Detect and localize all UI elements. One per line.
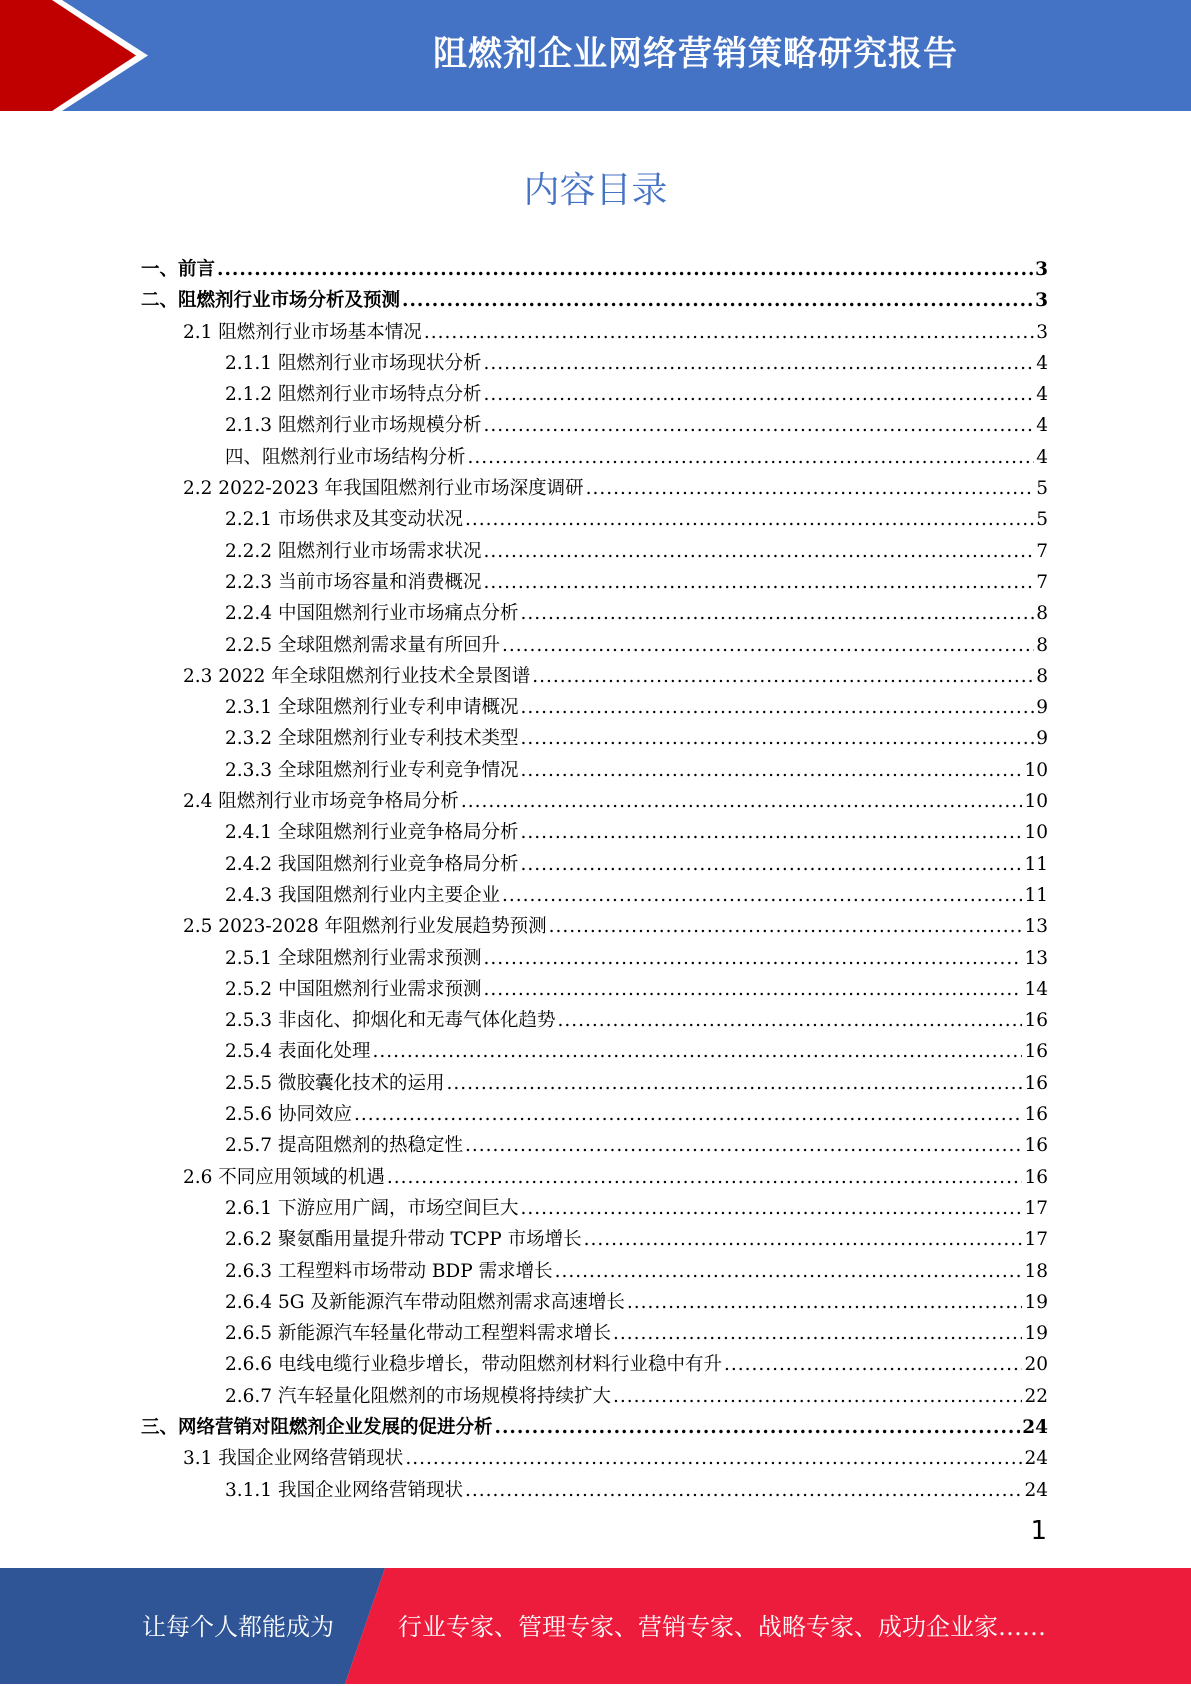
toc-entry-label: 2.6.6 电线电缆行业稳步增长，带动阻燃剂材料行业稳中有升 xyxy=(225,1354,722,1376)
toc-entry-label: 2.1.1 阻燃剂行业市场现状分析 xyxy=(225,352,482,374)
toc-dot-leader xyxy=(520,755,1022,786)
toc-entry-page: 3 xyxy=(1035,259,1048,280)
toc-dot-leader xyxy=(555,1256,1023,1287)
toc-entry-label: 三、网络营销对阻燃剂企业发展的促进分析 xyxy=(141,1416,493,1438)
toc-entry-label: 2.3 2022 年全球阻燃剂行业技术全景图谱 xyxy=(183,665,531,687)
toc-entry-label: 2.5.4 表面化处理 xyxy=(225,1041,371,1063)
toc-entry-label: 2.1.2 阻燃剂行业市场特点分析 xyxy=(225,384,482,406)
toc-entry-page: 18 xyxy=(1024,1260,1048,1282)
toc-entry[interactable] xyxy=(141,1318,1048,1349)
toc-dot-leader xyxy=(584,1224,1023,1255)
table-of-contents xyxy=(141,254,1048,1506)
toc-entry-label: 3.1.1 我国企业网络营销现状 xyxy=(225,1479,463,1501)
toc-entry-label: 2.5.1 全球阻燃剂行业需求预测 xyxy=(225,947,482,969)
toc-entry[interactable] xyxy=(141,317,1048,348)
header-banner xyxy=(0,0,1191,111)
toc-entry-page: 3 xyxy=(1036,321,1048,343)
toc-dot-leader xyxy=(520,723,1034,754)
toc-entry-page: 4 xyxy=(1036,446,1048,468)
toc-dot-leader xyxy=(483,974,1022,1005)
toc-dot-leader xyxy=(520,1193,1022,1224)
toc-dot-leader xyxy=(446,1068,1022,1099)
toc-entry-label: 2.3.2 全球阻燃剂行业专利技术类型 xyxy=(225,728,519,750)
toc-entry-page: 10 xyxy=(1024,822,1048,844)
toc-entry-page: 9 xyxy=(1036,697,1048,719)
toc-dot-leader xyxy=(502,880,1022,911)
toc-entry-page: 19 xyxy=(1024,1323,1048,1345)
toc-entry-label: 2.5.7 提高阻燃剂的热稳定性 xyxy=(225,1135,463,1157)
toc-entry-label: 2.2.5 全球阻燃剂需求量有所回升 xyxy=(225,634,500,656)
toc-dot-leader xyxy=(483,348,1034,379)
toc-entry[interactable] xyxy=(141,630,1048,661)
toc-entry-label: 2.6.5 新能源汽车轻量化带动工程塑料需求增长 xyxy=(225,1323,611,1345)
page-number: 1 xyxy=(1030,1516,1047,1546)
toc-dot-leader xyxy=(613,1381,1022,1412)
toc-dot-leader xyxy=(586,473,1035,504)
toc-entry[interactable] xyxy=(141,1287,1048,1318)
toc-entry-page: 8 xyxy=(1036,665,1048,687)
toc-dot-leader xyxy=(405,1443,1022,1474)
toc-entry[interactable] xyxy=(141,504,1048,535)
toc-entry-label: 二、阻燃剂行业市场分析及预测 xyxy=(141,290,401,312)
toc-dot-leader xyxy=(354,1099,1023,1130)
toc-dot-leader xyxy=(495,1412,1021,1443)
toc-entry[interactable] xyxy=(141,661,1048,692)
toc-entry-page: 16 xyxy=(1024,1104,1048,1126)
toc-dot-leader xyxy=(520,692,1034,723)
toc-entry[interactable] xyxy=(141,348,1048,379)
toc-entry-label: 2.5.6 协同效应 xyxy=(225,1104,352,1126)
toc-entry[interactable] xyxy=(141,1381,1048,1412)
toc-entry-page: 16 xyxy=(1024,1166,1048,1188)
toc-entry-page: 17 xyxy=(1024,1197,1048,1219)
toc-entry-label: 2.3.1 全球阻燃剂行业专利申请概况 xyxy=(225,697,519,719)
toc-entry[interactable] xyxy=(141,1349,1048,1380)
toc-entry-label: 2.6.4 5G 及新能源汽车带动阻燃剂需求高速增长 xyxy=(225,1291,625,1313)
toc-dot-leader xyxy=(387,1162,1023,1193)
toc-entry-page: 14 xyxy=(1024,978,1048,1000)
toc-dot-leader xyxy=(724,1349,1022,1380)
toc-entry[interactable] xyxy=(141,1130,1048,1161)
toc-dot-leader xyxy=(483,410,1034,441)
footer-slogan-left: 让每个人都能成为 xyxy=(142,1613,334,1641)
toc-entry-label: 2.1 阻燃剂行业市场基本情况 xyxy=(183,321,422,343)
toc-dot-leader xyxy=(483,536,1034,567)
toc-entry[interactable] xyxy=(141,943,1048,974)
toc-dot-leader xyxy=(627,1287,1023,1318)
toc-dot-leader xyxy=(372,1036,1022,1067)
toc-entry[interactable] xyxy=(141,974,1048,1005)
toc-entry-label: 2.5.3 非卤化、抑烟化和无毒气体化趋势 xyxy=(225,1010,556,1032)
toc-entry[interactable] xyxy=(141,1224,1048,1255)
toc-dot-leader xyxy=(502,630,1034,661)
toc-entry[interactable] xyxy=(141,1099,1048,1130)
toc-entry-label: 2.2.1 市场供求及其变动状况 xyxy=(225,509,463,531)
toc-dot-leader xyxy=(468,442,1035,473)
toc-entry[interactable] xyxy=(141,817,1048,848)
toc-entry-label: 2.5.2 中国阻燃剂行业需求预测 xyxy=(225,978,482,1000)
footer-slogan-right: 行业专家、管理专家、营销专家、战略专家、成功企业家…… xyxy=(398,1613,1046,1641)
toc-entry-page: 3 xyxy=(1035,290,1048,312)
toc-entry[interactable] xyxy=(141,1412,1048,1443)
toc-dot-leader xyxy=(520,598,1034,629)
toc-entry-label: 一、前言 xyxy=(141,259,216,280)
toc-entry[interactable] xyxy=(141,536,1048,567)
toc-entry-page: 24 xyxy=(1024,1448,1048,1470)
toc-dot-leader xyxy=(465,1130,1022,1161)
toc-entry-page: 10 xyxy=(1024,759,1048,781)
toc-entry-label: 2.2.3 当前市场容量和消费概况 xyxy=(225,571,482,593)
toc-entry-label: 2.6.7 汽车轻量化阻燃剂的市场规模将持续扩大 xyxy=(225,1385,611,1407)
toc-entry[interactable] xyxy=(141,1068,1048,1099)
toc-entry-page: 17 xyxy=(1024,1229,1048,1251)
toc-entry-label: 2.4.1 全球阻燃剂行业竞争格局分析 xyxy=(225,822,519,844)
toc-entry-label: 2.6.1 下游应用广阔，市场空间巨大 xyxy=(225,1197,519,1219)
toc-entry-label: 2.1.3 阻燃剂行业市场规模分析 xyxy=(225,415,482,437)
toc-entry-page: 11 xyxy=(1024,884,1048,906)
toc-entry-page: 20 xyxy=(1024,1354,1048,1376)
toc-entry-page: 19 xyxy=(1024,1291,1048,1313)
toc-entry-page: 8 xyxy=(1036,603,1048,625)
toc-entry[interactable] xyxy=(141,285,1048,316)
toc-entry[interactable] xyxy=(141,849,1048,880)
toc-dot-leader xyxy=(217,254,1033,285)
toc-entry-page: 24 xyxy=(1024,1479,1048,1501)
toc-entry[interactable] xyxy=(141,1036,1048,1067)
toc-entry[interactable] xyxy=(141,692,1048,723)
toc-entry-label: 2.6.3 工程塑料市场带动 BDP 需求增长 xyxy=(225,1260,553,1282)
toc-entry[interactable] xyxy=(141,1443,1048,1474)
toc-dot-leader xyxy=(483,567,1034,598)
toc-entry-page: 5 xyxy=(1036,509,1048,531)
toc-dot-leader xyxy=(402,285,1033,316)
toc-entry-page: 8 xyxy=(1036,634,1048,656)
toc-dot-leader xyxy=(465,1475,1022,1506)
toc-entry-page: 16 xyxy=(1024,1041,1048,1063)
toc-entry[interactable] xyxy=(141,410,1048,441)
toc-dot-leader xyxy=(520,849,1022,880)
toc-dot-leader xyxy=(613,1318,1022,1349)
red-chevron-icon xyxy=(0,0,160,111)
toc-entry[interactable] xyxy=(141,911,1048,942)
toc-dot-leader xyxy=(557,1005,1022,1036)
toc-entry[interactable] xyxy=(141,786,1048,817)
toc-entry[interactable] xyxy=(141,755,1048,786)
toc-dot-leader xyxy=(532,661,1034,692)
toc-entry-label: 2.2 2022-2023 年我国阻燃剂行业市场深度调研 xyxy=(183,478,584,500)
toc-dot-leader xyxy=(549,911,1023,942)
toc-entry-label: 3.1 我国企业网络营销现状 xyxy=(183,1448,404,1470)
toc-entry-page: 22 xyxy=(1024,1385,1048,1407)
toc-dot-leader xyxy=(424,317,1034,348)
toc-entry[interactable] xyxy=(141,442,1048,473)
toc-entry-page: 24 xyxy=(1022,1416,1048,1438)
toc-entry-label: 2.4.3 我国阻燃剂行业内主要企业 xyxy=(225,884,500,906)
toc-entry-label: 2.2.2 阻燃剂行业市场需求状况 xyxy=(225,540,482,562)
toc-entry-page: 4 xyxy=(1036,352,1048,374)
toc-entry-label: 2.6 不同应用领域的机遇 xyxy=(183,1166,385,1188)
toc-entry-page: 7 xyxy=(1036,571,1048,593)
toc-entry[interactable] xyxy=(141,880,1048,911)
toc-dot-leader xyxy=(483,943,1022,974)
toc-entry[interactable] xyxy=(141,723,1048,754)
toc-entry[interactable] xyxy=(141,379,1048,410)
toc-entry[interactable] xyxy=(141,1005,1048,1036)
toc-entry-page: 16 xyxy=(1024,1010,1048,1032)
toc-entry[interactable] xyxy=(141,1475,1048,1506)
toc-entry-page: 13 xyxy=(1024,916,1048,938)
toc-dot-leader xyxy=(461,786,1023,817)
toc-entry-page: 16 xyxy=(1024,1135,1048,1157)
toc-entry-label: 2.4.2 我国阻燃剂行业竞争格局分析 xyxy=(225,853,519,875)
toc-dot-leader xyxy=(520,817,1022,848)
toc-entry[interactable] xyxy=(141,1193,1048,1224)
report-title: 阻燃剂企业网络营销策略研究报告 xyxy=(433,34,958,74)
toc-entry[interactable] xyxy=(141,254,1048,285)
toc-dot-leader xyxy=(465,504,1034,535)
toc-entry[interactable] xyxy=(141,598,1048,629)
toc-entry-page: 13 xyxy=(1024,947,1048,969)
toc-entry[interactable] xyxy=(141,1256,1048,1287)
toc-entry-page: 4 xyxy=(1036,415,1048,437)
toc-entry-page: 7 xyxy=(1036,540,1048,562)
toc-entry-label: 2.5 2023-2028 年阻燃剂行业发展趋势预测 xyxy=(183,916,547,938)
toc-entry-page: 9 xyxy=(1036,728,1048,750)
toc-entry-page: 10 xyxy=(1024,791,1048,813)
toc-entry[interactable] xyxy=(141,473,1048,504)
toc-entry[interactable] xyxy=(141,1162,1048,1193)
toc-entry-label: 2.5.5 微胶囊化技术的运用 xyxy=(225,1072,445,1094)
toc-entry-page: 4 xyxy=(1036,384,1048,406)
toc-entry-label: 2.2.4 中国阻燃剂行业市场痛点分析 xyxy=(225,603,519,625)
toc-entry-label: 四、阻燃剂行业市场结构分析 xyxy=(225,446,466,468)
toc-entry-page: 5 xyxy=(1036,478,1048,500)
toc-dot-leader xyxy=(483,379,1034,410)
toc-entry-page: 16 xyxy=(1024,1072,1048,1094)
toc-entry-label: 2.6.2 聚氨酯用量提升带动 TCPP 市场增长 xyxy=(225,1229,582,1251)
toc-entry-label: 2.3.3 全球阻燃剂行业专利竞争情况 xyxy=(225,759,519,781)
footer-banner xyxy=(0,1568,1191,1684)
toc-entry-page: 11 xyxy=(1024,853,1048,875)
toc-entry-label: 2.4 阻燃剂行业市场竞争格局分析 xyxy=(183,791,459,813)
toc-heading: 内容目录 xyxy=(523,170,668,211)
toc-entry[interactable] xyxy=(141,567,1048,598)
